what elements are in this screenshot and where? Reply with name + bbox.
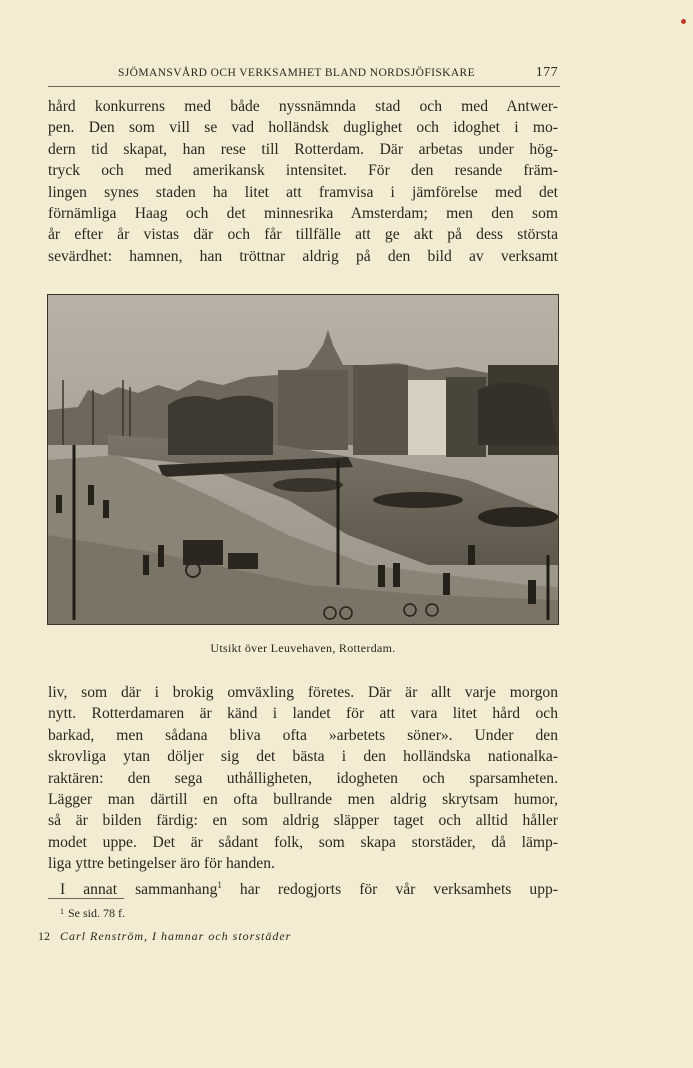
paragraph-last	[48, 875, 558, 900]
footnote-text: Se sid. 78 f.	[68, 906, 125, 920]
harbor-photograph	[47, 294, 559, 625]
text-line	[48, 875, 558, 900]
page-footer	[38, 929, 291, 944]
paragraph-top	[48, 96, 558, 267]
paragraph-bottom	[48, 682, 558, 875]
text-line: Lägger man därtill en ofta bullrande men aldrig skrytsam humor,	[48, 791, 558, 809]
harbor-photo-illustration	[48, 295, 558, 624]
page-number: 177	[535, 65, 558, 80]
running-title: SJÖMANSVÅRD OCH VERKSAMHET BLAND NORDSJÖFISKARE	[118, 67, 476, 79]
footer-citation: Carl Renström, I hamnar och storstäder	[60, 929, 292, 943]
text-line: liga yttre betingelser äro för handen.	[48, 855, 275, 873]
text-line: liv, som där i brokig omväxling företes. Där är allt varje morgon	[48, 684, 558, 701]
footnote-divider	[48, 898, 124, 899]
photo-caption: Utsikt över Leuvehaven, Rotterdam.	[210, 641, 396, 655]
text-line: sevärdhet: hamnen, han tröttnar aldrig på den bild av verksamt	[48, 247, 558, 265]
text-line: nytt. Rotterdamaren är känd i landet för att vara litet hård och	[48, 705, 558, 723]
text-fragment: har redogjorts för vår verksamhets upp-	[221, 881, 558, 898]
text-line: raktären: den sega uthålligheten, idogheten och sparsamheten.	[48, 769, 558, 787]
running-header	[48, 64, 560, 87]
signature-mark: 12	[38, 929, 50, 943]
red-mark	[681, 19, 686, 24]
text-line: modet uppe. Det är sådant folk, som skapa storstäder, då lämp-	[48, 833, 558, 851]
text-line: år efter år vistas där och får tillfälle att ge akt på dess största	[48, 226, 558, 244]
text-line: dern tid skapat, han rese till Rotterdam. Där arbetas under hög-	[48, 140, 558, 158]
text-line: så är bilden färdig: en som aldrig släpper taget och alltid håller	[48, 812, 558, 830]
text-fragment: I annat sammanhang	[60, 881, 218, 898]
footnote-reference: 1	[217, 880, 222, 890]
text-line: lingen synes staden ha litet att framvisa i jämförelse med det	[48, 183, 558, 201]
text-line: hård konkurrens med både nyssnämnda stad och med Antwer-	[48, 98, 558, 115]
footnote-mark: 1	[60, 907, 64, 916]
text-line: barkad, men sådana bliva ofta »arbetets söner». Under den	[48, 726, 558, 744]
footnote	[60, 906, 125, 921]
text-line: pen. Den som vill se vad holländsk duglighet och idoghet i mo-	[48, 119, 558, 137]
text-line: skrovliga ytan döljer sig det bästa i den holländska nationalka-	[48, 748, 558, 766]
text-line: tryck och med amerikansk intensitet. För den resande främ-	[48, 162, 558, 180]
text-line: förnämliga Haag och det minnesrika Amsterdam; men den som	[48, 205, 558, 223]
